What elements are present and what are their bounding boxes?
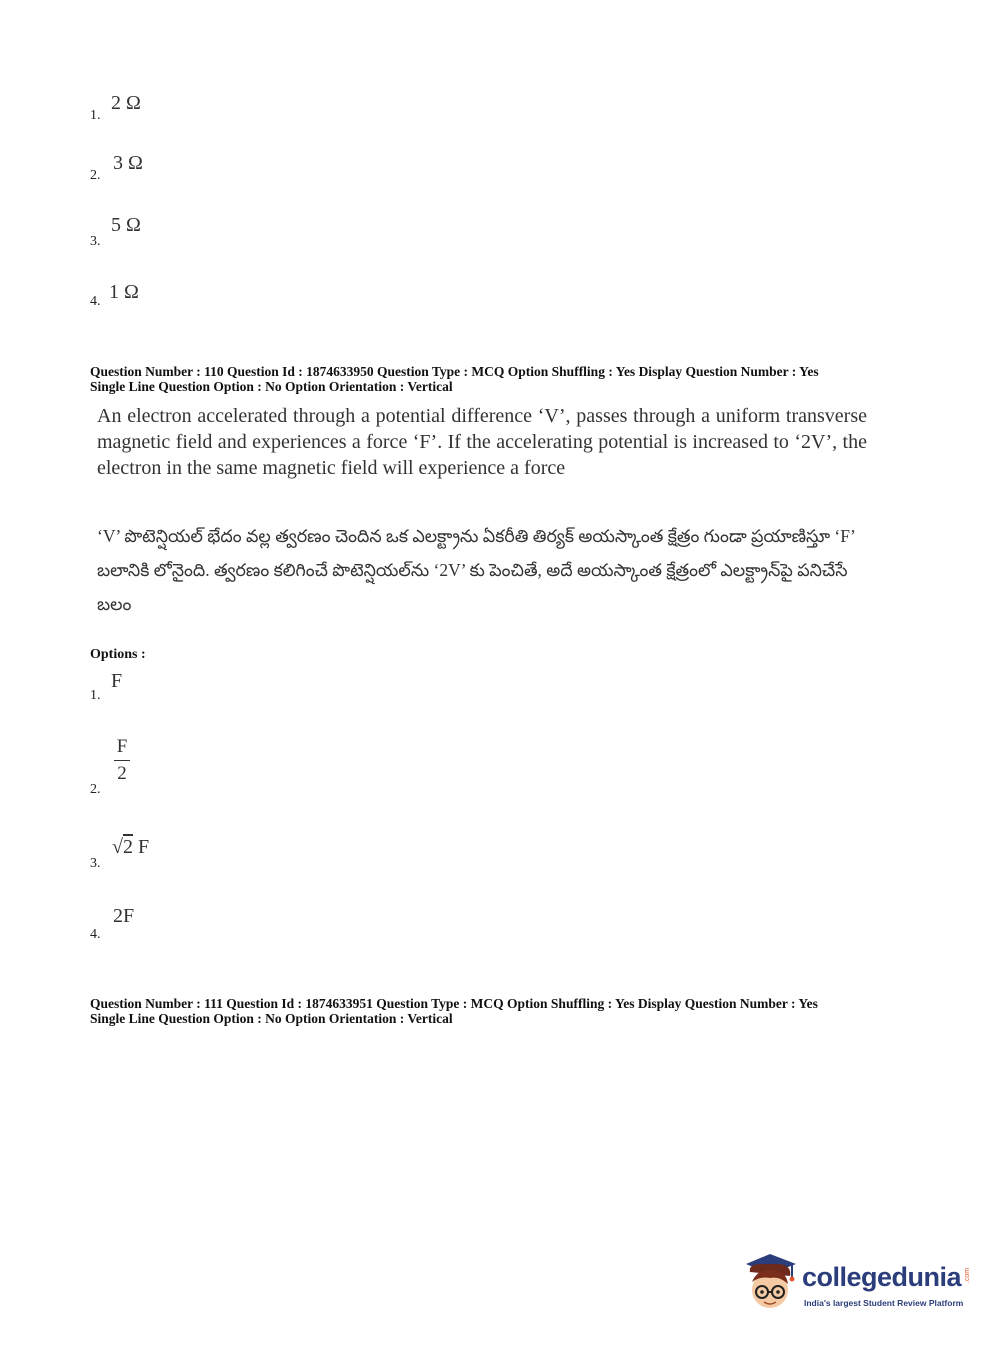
logo-domain-suffix: .com xyxy=(964,1267,972,1284)
prev-option-3-number: 3. xyxy=(90,234,101,249)
fraction-bar xyxy=(114,760,130,761)
prev-option-2-value: 3 Ω xyxy=(113,152,143,174)
option-4-value: 2F xyxy=(113,905,135,927)
logo-tagline: India's largest Student Review Platform xyxy=(804,1298,964,1308)
prev-option-4-number: 4. xyxy=(90,294,101,309)
sqrt-symbol: √ xyxy=(112,836,123,858)
option-1-number: 1. xyxy=(90,688,101,703)
prev-option-1-number: 1. xyxy=(90,108,101,123)
options-label: Options : xyxy=(90,647,146,662)
question-111-meta-line-1: Question Number : 111 Question Id : 1874633951 Question Type : MCQ Option Shuffling : Yes Display Question Number : Yes xyxy=(90,996,818,1011)
logo-wordmark: collegedunia xyxy=(802,1262,962,1292)
collegedunia-logo xyxy=(740,1250,970,1320)
option-2-number: 2. xyxy=(90,782,101,797)
mascot-icon xyxy=(740,1250,802,1320)
option-3-number: 3. xyxy=(90,856,101,871)
option-3-value xyxy=(112,836,149,859)
option-2-denominator: 2 xyxy=(117,763,127,784)
question-110-meta-line-2: Single Line Question Option : No Option Orientation : Vertical xyxy=(90,379,453,394)
prev-option-1-value: 2 Ω xyxy=(111,92,141,114)
option-2-fraction xyxy=(114,736,130,785)
question-110-meta-line-1: Question Number : 110 Question Id : 1874633950 Question Type : MCQ Option Shuffling : Yes Display Question Number : Yes xyxy=(90,364,819,379)
option-1-value: F xyxy=(111,670,123,692)
prev-option-4-value: 1 Ω xyxy=(109,281,139,303)
prev-option-3-value: 5 Ω xyxy=(111,214,141,236)
prev-option-2-number: 2. xyxy=(90,168,101,183)
option-3-suffix: F xyxy=(132,836,150,858)
question-110-text-english: An electron accelerated through a potential difference ‘V’, passes through a uniform transverse magnetic field and experiences a force ‘F’. If the accelerating potential is increased to ‘2V’, the electron in the same magnetic field will experience a force xyxy=(97,405,867,479)
question-111-meta-line-2: Single Line Question Option : No Option Orientation : Vertical xyxy=(90,1011,453,1026)
question-110-text-telugu: ‘V’ పొటెన్షియల్ భేదం వల్ల త్వరణం చెందిన ఒక ఎలక్ట్రాను ఏకరీతి తిర్యక్ అయస్కాంత క్షేత్రం గుండా ప్రయాణిస్తూ ‘F’ బలానికి లోనైంది. త్వరణం కలిగించే పొటెన్షియల్‌ను ‘2V’ కు పెంచితే, అదే అయస్కాంత క్షేత్రంలో ఎలక్ట్రాన్‌పై పనిచేసే బలం xyxy=(97,526,855,614)
option-2-numerator: F xyxy=(116,736,128,757)
option-3-radicand: 2 xyxy=(122,836,133,858)
option-4-number: 4. xyxy=(90,927,101,942)
